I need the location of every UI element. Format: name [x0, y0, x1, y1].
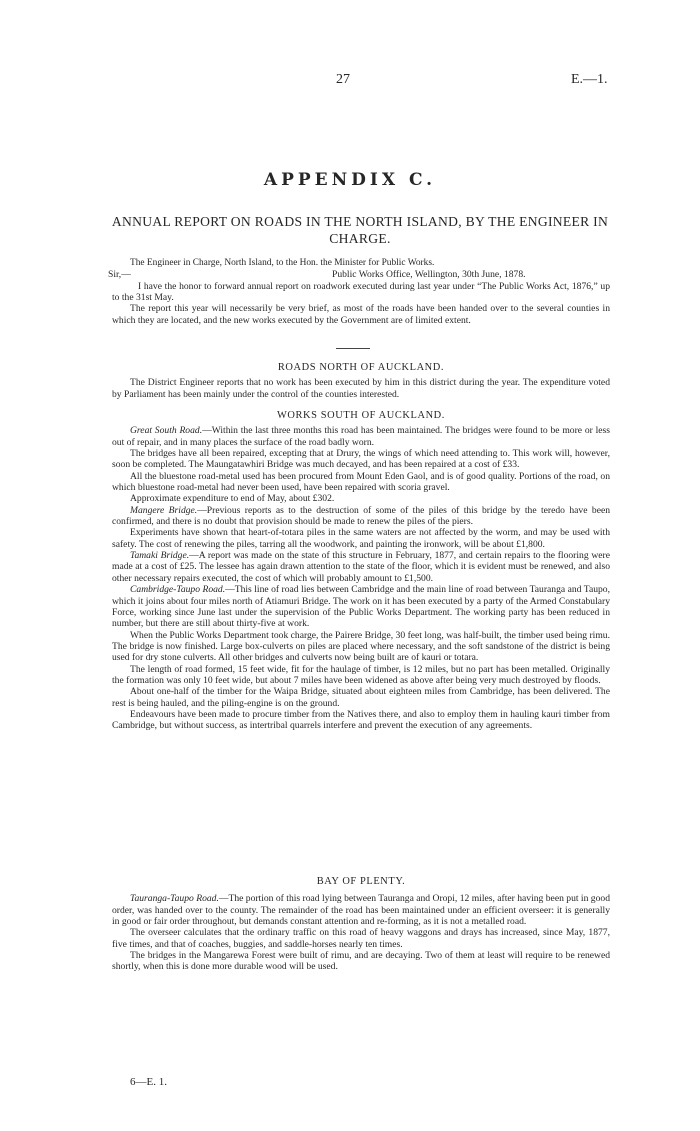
- south-paragraph: Endeavours have been made to procure timber from the Natives there, and also to employ them in hauling kauri timber from Cambridge, but without success, as intertribal quarrels interfere and prevent the execution of any agreements.: [112, 708, 610, 732]
- south-paragraph: Great South Road.—Within the last three months this road has been maintained. The bridges were found to be more or less out of repair, and in many places the surface of the road badly worn.: [112, 425, 610, 448]
- intro-paragraph-1: I have the honor to forward annual report on roadwork executed during last year under “The Public Works Act, 1876,” up to the 31st May.: [112, 280, 610, 304]
- section-divider: [336, 348, 370, 349]
- bay-paragraph: Tauranga-Taupo Road.—The portion of this road lying between Tauranga and Oropi, 12 miles, after having been put in good order, was handed over to the county. The remainder of the road has been maintained under an efficient overseer: it is generally in good or fair order throughout, but demands constant attention and re-forming, as it is not a metalled road.: [112, 893, 610, 928]
- salutation: Sir,—: [108, 269, 131, 281]
- south-paragraph: Experiments have shown that heart-of-totara piles in the same waters are not affected by the worm, and may be used with safety. The cost of renewing the piles, tarring all the woodwork, and painting the ironwork, will be about £1,800.: [112, 527, 610, 550]
- bay-paragraph: The bridges in the Mangarewa Forest were built of rimu, and are decaying. Two of them at least will require to be renewed shortly, when this is done more durable wood will be used.: [112, 950, 610, 973]
- address-line: The Engineer in Charge, North Island, to the Hon. the Minister for Public Works.: [130, 258, 435, 268]
- section-heading-north: ROADS NORTH OF AUCKLAND.: [277, 362, 445, 373]
- section-heading-south: WORKS SOUTH OF AUCKLAND.: [277, 410, 445, 421]
- south-paragraph: Cambridge-Taupo Road.—This line of road lies between Cambridge and the main line of road between Tauranga and Taupo, which it joins about four miles north of Atiamuri Bridge. The work on it has been executed by a party of the Armed Constabulary Force, working since June last under the supervision of the Public Works Department. The working party has been reduced in number, but there are still about thirty-five at work.: [112, 584, 610, 630]
- page-number: 27: [336, 72, 350, 87]
- section-heading-bay: BAY OF PLENTY.: [316, 876, 406, 887]
- section-works-south: [112, 410, 610, 732]
- south-paragraph: The length of road formed, 15 feet wide, fit for the haulage of timber, is 12 miles, but no part has been metalled. Originally the formation was only 10 feet wide, but about 7 miles have been widened as above after being very much destroyed by floods.: [112, 663, 610, 686]
- south-paragraph: All the bluestone road-metal used has been procured from Mount Eden Gaol, and is of good quality. Portions of the road, on which bluestone road-metal had never been used, have been repaired with scoria gravel.: [112, 470, 610, 494]
- south-paragraph: About one-half of the timber for the Waipa Bridge, situated about eighteen miles from Cambridge, has been delivered. The rest is being hauled, and the piling-engine is on the ground.: [112, 686, 610, 709]
- south-paragraph: When the Public Works Department took charge, the Pairere Bridge, 30 feet long, was half-built, the timber used being rimu. The bridge is now finished. Large box-culverts on piles are placed where necessary, and the soft sandstone of the district is being used for dry stone culverts. All other bridges and culverts now being built are of kauri or totara.: [112, 629, 610, 664]
- north-paragraph: The District Engineer reports that no work has been executed by him in this district during the year. The expenditure voted by Parliament has been mainly under the control of the counties interested.: [112, 377, 610, 400]
- signature-mark: 6—E. 1.: [130, 1076, 167, 1088]
- bay-paragraph: The overseer calculates that the ordinary traffic on this road of heavy waggons and drays has increased, since May, 1877, five times, and that of coaches, buggies, and saddle-horses nearly ten times.: [112, 927, 610, 950]
- south-paragraph: Tamaki Bridge.—A report was made on the state of this structure in February, 1877, and certain repairs to the flooring were made at a cost of £25. The lessee has again drawn attention to the state of the floor, which it is evident must be renewed, and also other necessary repairs executed, the cost of which will probably amount to £1,500.: [112, 550, 610, 584]
- south-paragraph: The bridges have all been repaired, excepting that at Drury, the wings of which need attending to. This work will, however, soon be completed. The Maungatawhiri Bridge was much decayed, and has been repaired at a cost of £33.: [112, 448, 610, 471]
- address-block: [108, 258, 610, 326]
- appendix-title: APPENDIX C.: [263, 170, 437, 190]
- section-bay-of-plenty: [112, 876, 610, 973]
- document-reference: E.—1.: [571, 72, 608, 87]
- report-title: ANNUAL REPORT ON ROADS IN THE NORTH ISLAND, BY THE ENGINEER IN CHARGE.: [111, 214, 609, 246]
- section-roads-north: [112, 362, 610, 400]
- office-date: Public Works Office, Wellington, 30th June, 1878.: [332, 269, 526, 281]
- south-paragraph: Approximate expenditure to end of May, about £302.: [130, 493, 335, 505]
- intro-paragraph-2: The report this year will necessarily be very brief, as most of the roads have been handed over to the several counties in which they are located, and the new works executed by the Government are of limited extent.: [112, 303, 610, 326]
- south-paragraph: Mangere Bridge.—Previous reports as to the destruction of some of the piles of this bridge by the teredo have been confirmed, and there is no doubt that provision should be made to renew the piles of the piers.: [112, 504, 611, 528]
